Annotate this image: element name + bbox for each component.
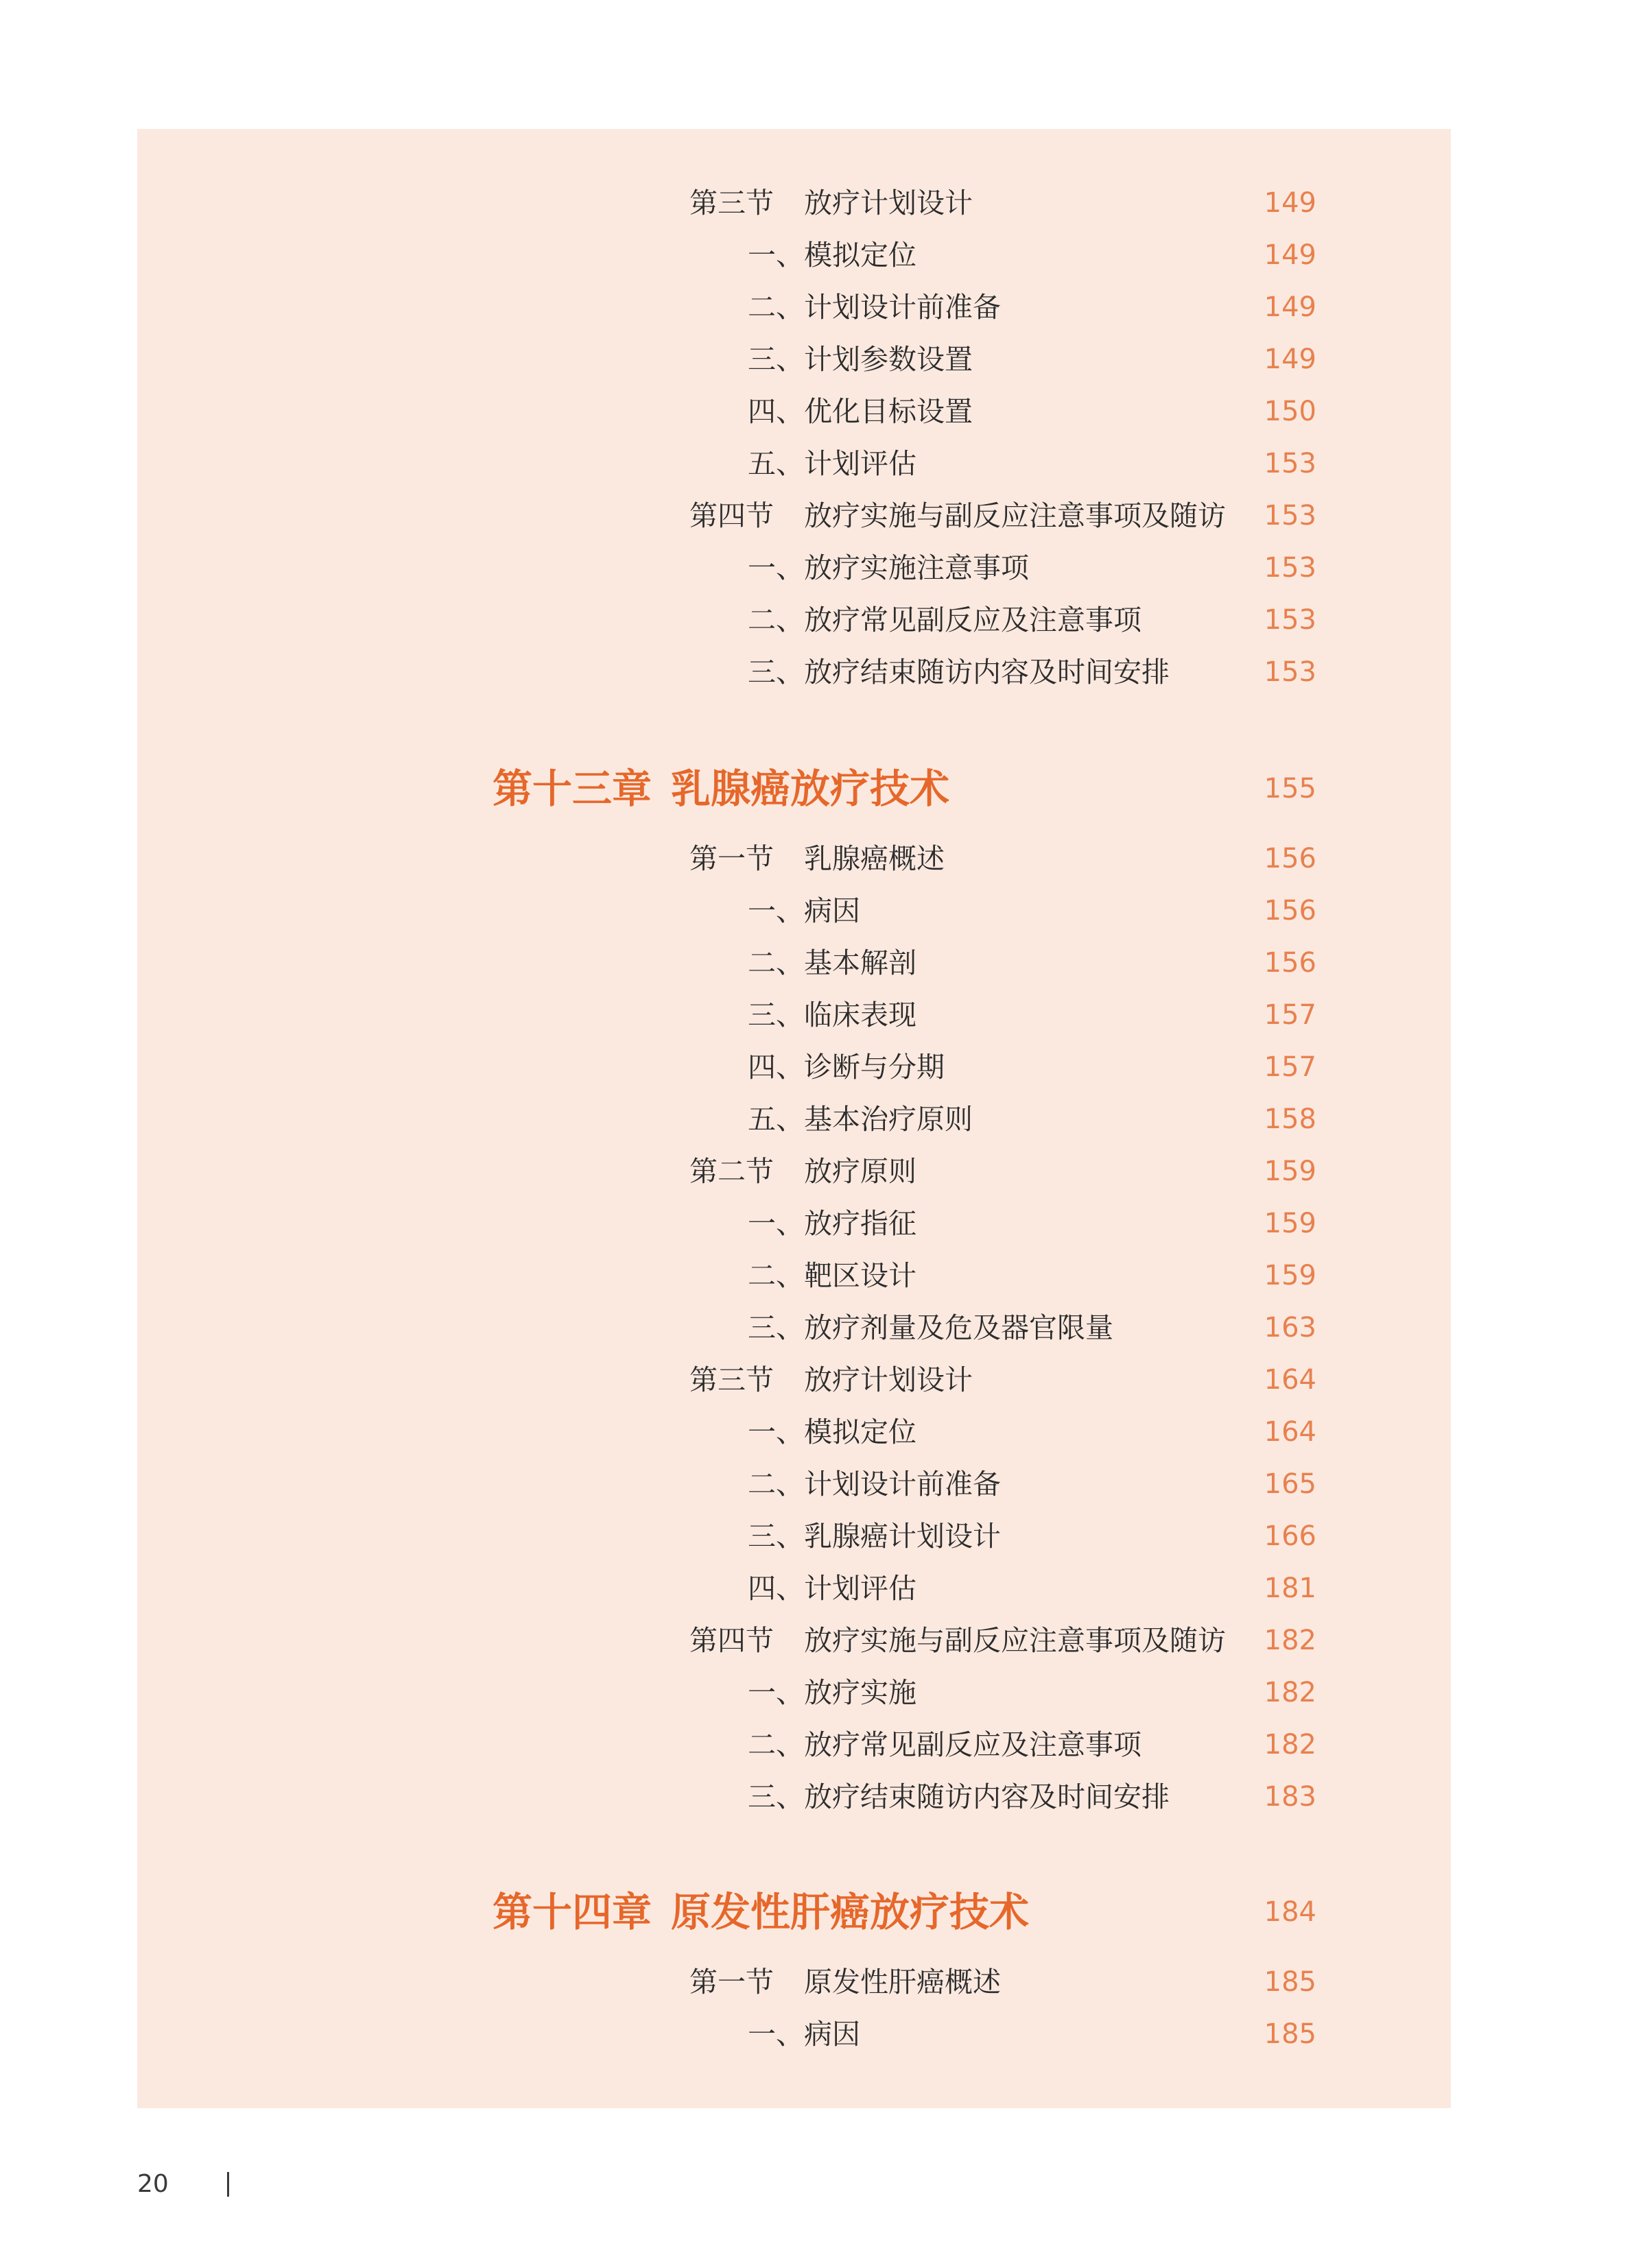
chapter-number: 第十三章 — [493, 765, 652, 812]
toc-chapter-label — [493, 1879, 1029, 1945]
item-title: 三、计划参数设置 — [748, 343, 973, 376]
chapter-number: 第十四章 — [493, 1889, 652, 1935]
page-number: 159 — [1264, 1208, 1316, 1239]
section-number: 第一节 — [689, 842, 774, 875]
page-number: 150 — [1264, 396, 1316, 427]
item-title: 一、放疗指征 — [748, 1207, 916, 1240]
page-number: 153 — [1264, 448, 1316, 479]
toc-item-entry[interactable] — [137, 1302, 1451, 1354]
section-title: 放疗实施与副反应注意事项及随访 — [804, 499, 1226, 532]
item-title: 一、病因 — [748, 894, 860, 927]
page-number: 182 — [1264, 1677, 1316, 1708]
page-number: 155 — [1264, 773, 1316, 804]
item-title: 三、乳腺癌计划设计 — [748, 1520, 1001, 1553]
page-number: 164 — [1264, 1416, 1316, 1448]
item-title: 四、计划评估 — [748, 1572, 916, 1605]
toc-section-label — [689, 1614, 1226, 1667]
table-of-contents — [137, 129, 1451, 2108]
item-title: 二、计划设计前准备 — [748, 291, 1001, 324]
toc-item-entry[interactable] — [137, 542, 1451, 594]
toc-item-entry[interactable] — [137, 1510, 1451, 1562]
footer-divider — [227, 2172, 229, 2197]
item-title: 二、放疗常见副反应及注意事项 — [748, 604, 1141, 636]
toc-item-entry[interactable] — [137, 594, 1451, 646]
toc-section-label — [689, 833, 945, 885]
toc-item-entry[interactable] — [137, 1458, 1451, 1510]
toc-item-entry[interactable] — [137, 229, 1451, 281]
toc-item-entry[interactable] — [137, 1406, 1451, 1458]
toc-item-entry[interactable] — [137, 385, 1451, 438]
page-number: 182 — [1264, 1729, 1316, 1760]
page-number: 149 — [1264, 344, 1316, 375]
page-number: 164 — [1264, 1364, 1316, 1396]
section-title: 乳腺癌概述 — [804, 842, 945, 875]
section-title: 放疗计划设计 — [804, 187, 973, 219]
page-number: 181 — [1264, 1573, 1316, 1604]
toc-section-label — [689, 177, 973, 229]
section-number: 第一节 — [689, 1966, 774, 1998]
toc-item-entry[interactable] — [137, 1719, 1451, 1771]
toc-section-entry[interactable] — [137, 490, 1451, 542]
page-number: 149 — [1264, 187, 1316, 219]
section-number: 第三节 — [689, 1363, 774, 1396]
item-title: 一、模拟定位 — [748, 239, 916, 272]
item-title: 三、临床表现 — [748, 999, 916, 1031]
toc-item-entry[interactable] — [137, 333, 1451, 385]
page-number: 185 — [1264, 1966, 1316, 1998]
section-title: 放疗计划设计 — [804, 1363, 973, 1396]
section-title: 放疗原则 — [804, 1155, 916, 1188]
page-number: 149 — [1264, 291, 1316, 323]
toc-item-entry[interactable] — [137, 1771, 1451, 1823]
page-number: 153 — [1264, 604, 1316, 636]
toc-chapter-entry[interactable] — [137, 1879, 1451, 1945]
page-number: 159 — [1264, 1156, 1316, 1187]
page-number: 184 — [1264, 1896, 1316, 1928]
toc-item-entry[interactable] — [137, 1093, 1451, 1145]
page-number: 153 — [1264, 552, 1316, 584]
item-title: 一、放疗实施注意事项 — [748, 551, 1029, 584]
chapter-title: 原发性肝癌放疗技术 — [671, 1889, 1030, 1935]
toc-item-entry[interactable] — [137, 1562, 1451, 1614]
section-number: 第四节 — [689, 1624, 774, 1657]
item-title: 二、靶区设计 — [748, 1259, 916, 1292]
toc-section-label — [689, 1956, 1001, 2008]
section-number: 第四节 — [689, 499, 774, 532]
page-number: 158 — [1264, 1103, 1316, 1135]
item-title: 五、基本治疗原则 — [748, 1103, 973, 1136]
section-number: 第三节 — [689, 187, 774, 219]
page-number: 159 — [1264, 1260, 1316, 1291]
item-title: 四、优化目标设置 — [748, 395, 973, 428]
toc-item-entry[interactable] — [137, 885, 1451, 937]
page-number: 157 — [1264, 999, 1316, 1031]
toc-item-entry[interactable] — [137, 1197, 1451, 1250]
item-title: 一、病因 — [748, 2018, 860, 2051]
toc-section-label — [689, 1145, 916, 1197]
item-title: 二、放疗常见副反应及注意事项 — [748, 1728, 1141, 1761]
page-number: 183 — [1264, 1781, 1316, 1813]
item-title: 三、放疗剂量及危及器官限量 — [748, 1311, 1113, 1344]
toc-section-entry[interactable] — [137, 1354, 1451, 1406]
page-number: 153 — [1264, 500, 1316, 532]
section-title: 放疗实施与副反应注意事项及随访 — [804, 1624, 1226, 1657]
toc-item-entry[interactable] — [137, 937, 1451, 989]
toc-section-entry[interactable] — [137, 833, 1451, 885]
page-number: 185 — [1264, 2018, 1316, 2050]
toc-item-entry[interactable] — [137, 281, 1451, 333]
toc-item-entry[interactable] — [137, 646, 1451, 698]
section-number: 第二节 — [689, 1155, 774, 1188]
toc-chapter-entry[interactable] — [137, 756, 1451, 822]
page-number: 182 — [1264, 1625, 1316, 1656]
toc-item-entry[interactable] — [137, 1667, 1451, 1719]
toc-item-entry[interactable] — [137, 989, 1451, 1041]
item-title: 一、模拟定位 — [748, 1416, 916, 1448]
page-number: 156 — [1264, 843, 1316, 874]
item-title: 一、放疗实施 — [748, 1676, 916, 1709]
page-number: 165 — [1264, 1468, 1316, 1500]
item-title: 三、放疗结束随访内容及时间安排 — [748, 656, 1170, 689]
page-number: 156 — [1264, 947, 1316, 979]
toc-item-entry[interactable] — [137, 1250, 1451, 1302]
item-title: 四、诊断与分期 — [748, 1051, 945, 1084]
section-title: 原发性肝癌概述 — [804, 1966, 1001, 1998]
page-number: 156 — [1264, 895, 1316, 927]
toc-section-label — [689, 490, 1226, 542]
page-number: 163 — [1264, 1312, 1316, 1344]
item-title: 二、基本解剖 — [748, 946, 916, 979]
toc-item-entry[interactable] — [137, 2008, 1451, 2060]
page-number: 153 — [1264, 656, 1316, 688]
item-title: 三、放疗结束随访内容及时间安排 — [748, 1780, 1170, 1813]
item-title: 五、计划评估 — [748, 447, 916, 480]
toc-item-entry[interactable] — [137, 1041, 1451, 1093]
toc-section-entry[interactable] — [137, 1614, 1451, 1667]
toc-chapter-label — [493, 756, 949, 822]
toc-section-entry[interactable] — [137, 1145, 1451, 1197]
toc-section-entry[interactable] — [137, 1956, 1451, 2008]
footer-page-number: 20 — [137, 2170, 169, 2198]
item-title: 二、计划设计前准备 — [748, 1468, 1001, 1501]
toc-item-entry[interactable] — [137, 438, 1451, 490]
toc-section-label — [689, 1354, 973, 1406]
chapter-title: 乳腺癌放疗技术 — [671, 765, 950, 812]
page-number: 149 — [1264, 239, 1316, 271]
page-number: 166 — [1264, 1520, 1316, 1552]
toc-section-entry[interactable] — [137, 177, 1451, 229]
page-number: 157 — [1264, 1051, 1316, 1083]
